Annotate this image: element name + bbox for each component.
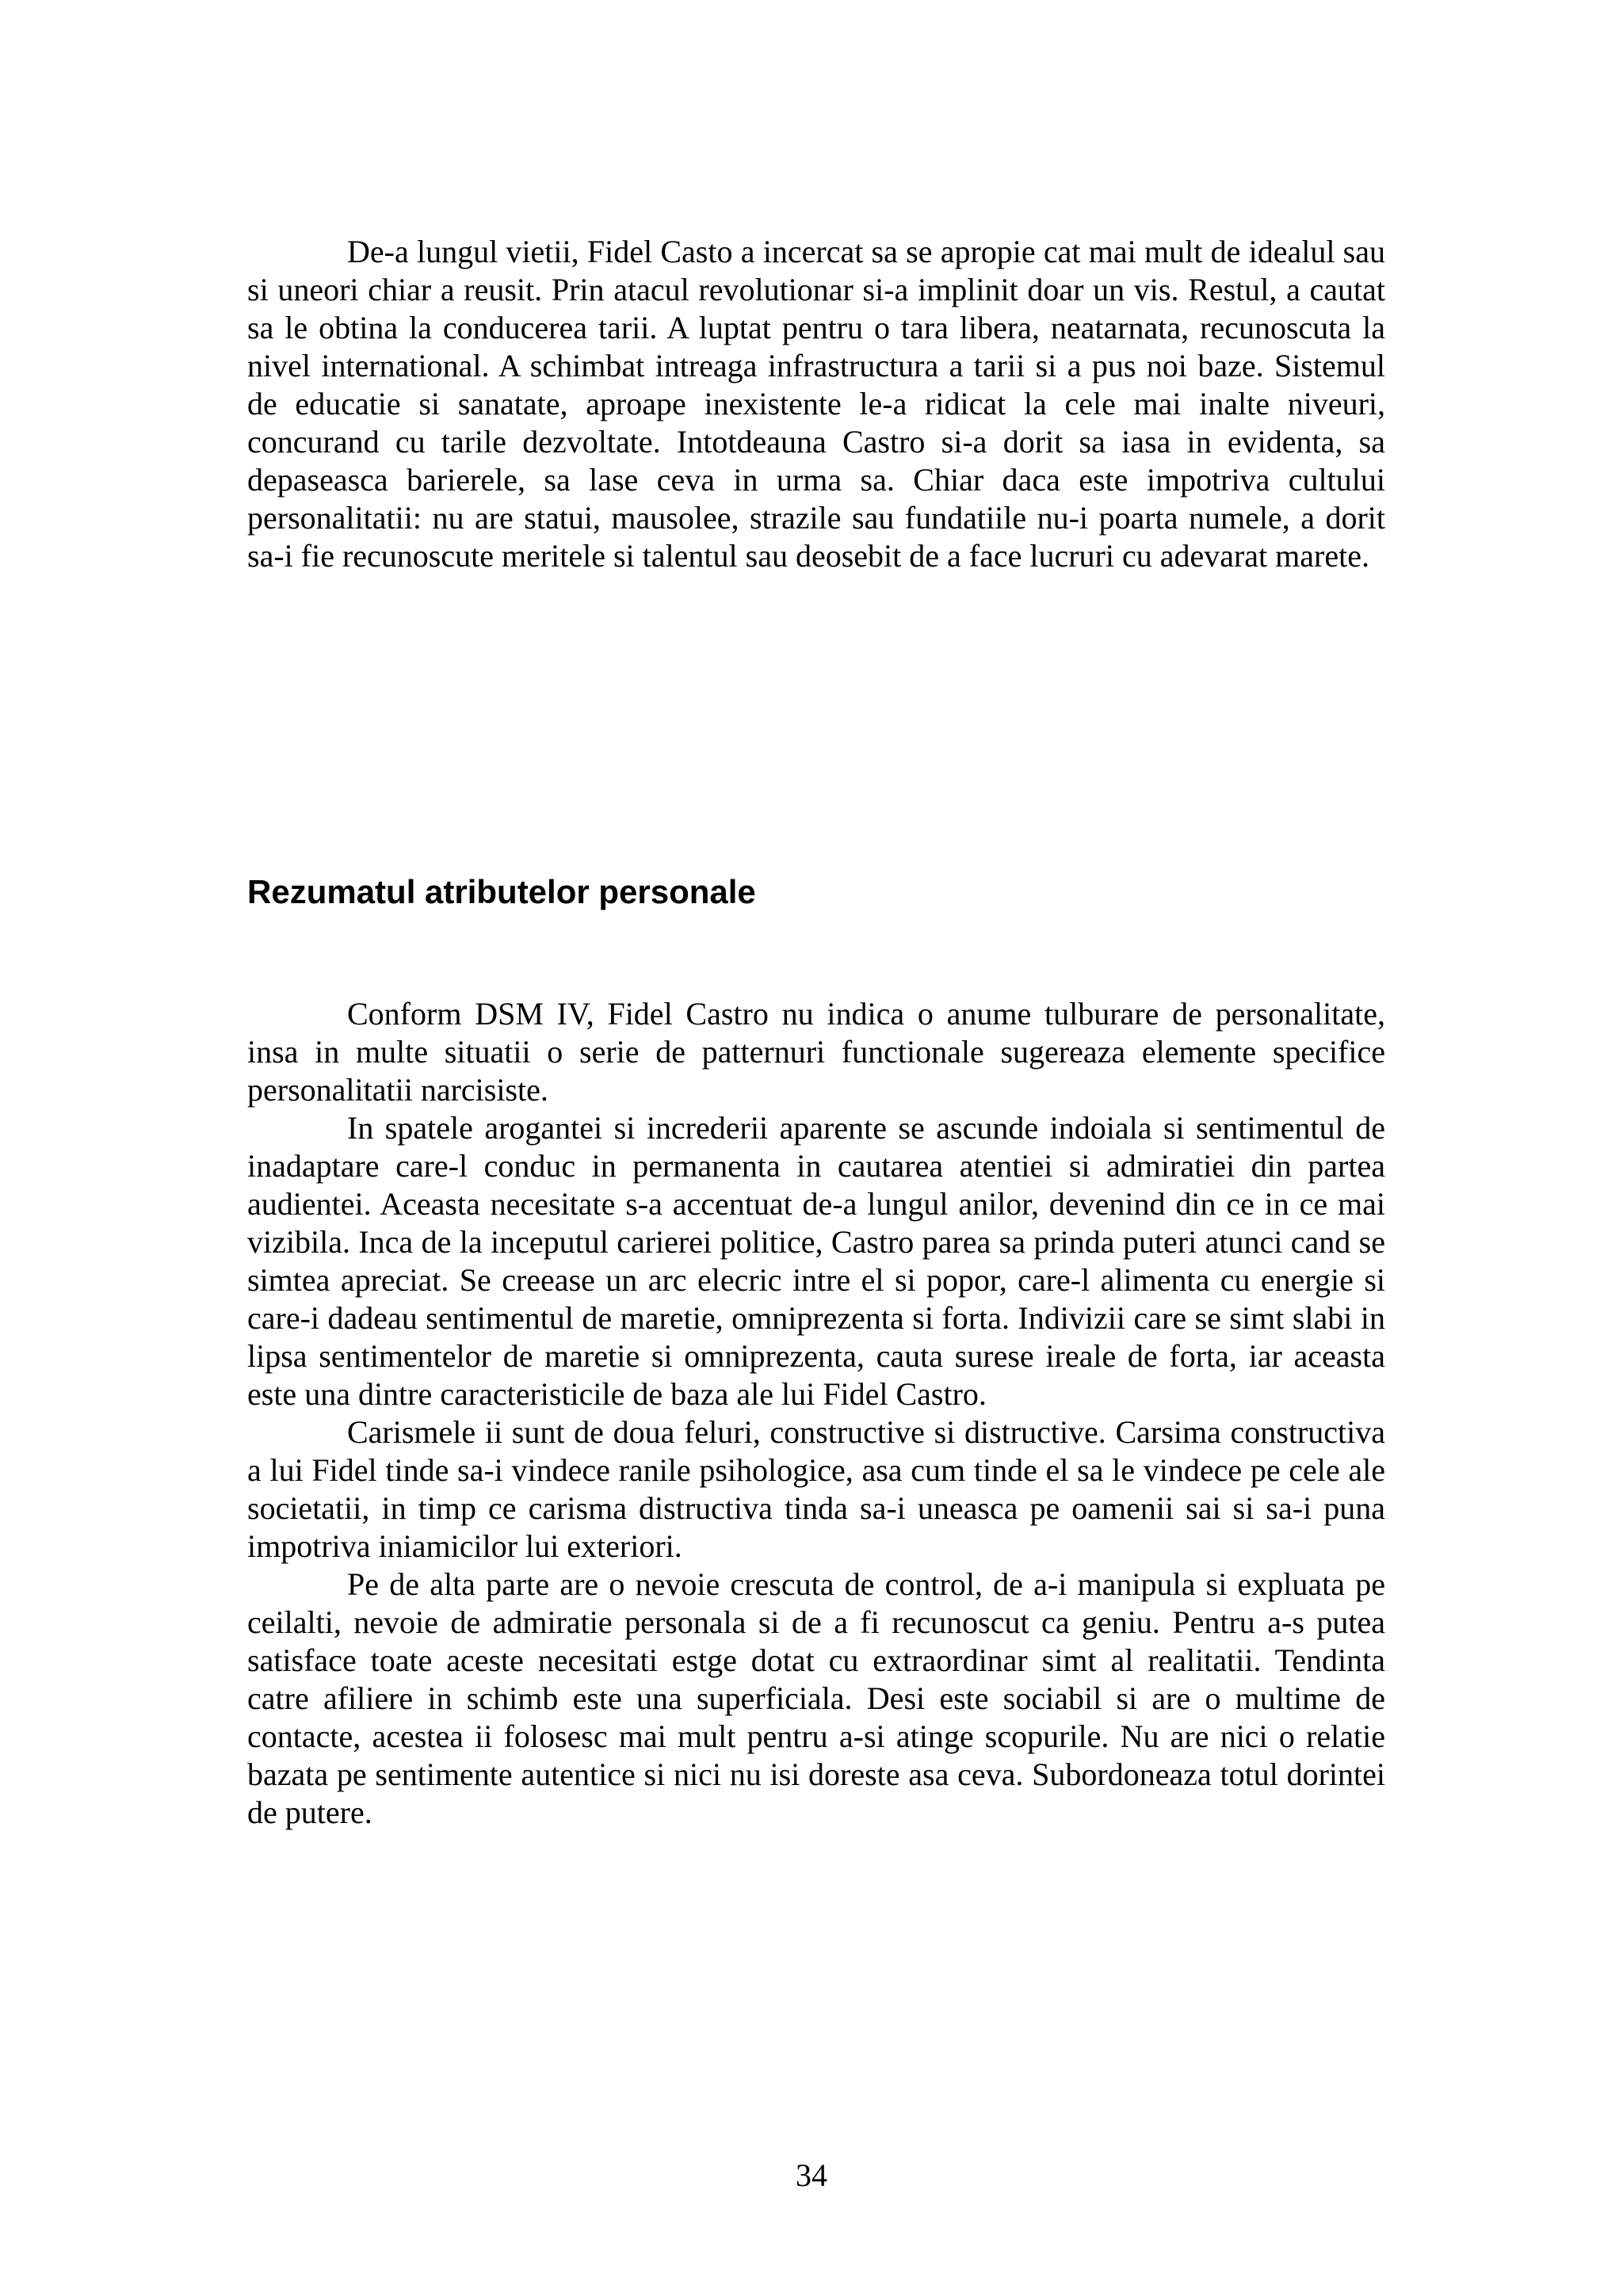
body-paragraph: In spatele arogantei si increderii aparente se ascunde indoiala si sentimentul de inadaptare care-l conduc in permanenta in cautarea atentiei si admiratiei din partea audientei. Aceasta necesitate s-a accentuat de-a lungul anilor, devenind din ce in ce mai vizibila. Inca de la inceputul carierei politice, Castro parea sa prinda puteri atunci cand se simtea apreciat. Se creease un arc elecric intre el si popor, care-l alimenta cu energie si care-i dadeau sentimentul de maretie, omniprezenta si forta. Indivizii care se simt slabi in lipsa sentimentelor de maretie si omniprezenta, cauta surese ireale de forta, iar aceasta este una dintre caracteristicile de baza ale lui Fidel Castro. (247, 1110, 1385, 1412)
page-number: 34 (796, 2157, 827, 2193)
body-paragraph: Carismele ii sunt de doua feluri, constructive si distructive. Carsima constructiva a lui Fidel tinde sa-i vindece ranile psihologice, asa cum tinde el sa le vindece pe cele ale societatii, in timp ce carisma distructiva tinda sa-i uneasca pe oamenii sai si sa-i puna impotriva iniamicilor lui exteriori. (247, 1414, 1385, 1564)
body-paragraph: Conform DSM IV, Fidel Castro nu indica o anume tulburare de personalitate, insa in multe situatii o serie de patternuri functionale sugereaza elemente specifice personalitatii narcisiste. (247, 996, 1385, 1108)
intro-paragraph: De-a lungul vietii, Fidel Casto a incercat sa se apropie cat mai mult de idealul sau si uneori chiar a reusit. Prin atacul revolutionar si-a implinit doar un vis. Restul, a cautat sa le obtina la conducerea tarii. A luptat pentru o tara libera, neatarnata, recunoscuta la nivel international. A schimbat intreaga infrastructura a tarii si a pus noi baze. Sistemul de educatie si sanatate, aproape inexistente le-a ridicat la cele mai inalte niveuri, concurand cu tarile dezvoltate. Intotdeauna Castro si-a dorit sa iasa in evidenta, sa depaseasca barierele, sa lase ceva in urma sa. Chiar daca este impotriva cultului personalitatii: nu are statui, mausolee, strazile sau fundatiile nu-i poarta numele, a dorit sa-i fie recunoscute meritele si talentul sau deosebit de a face lucruri cu adevarat marete. (247, 234, 1385, 574)
body-paragraph: Pe de alta parte are o nevoie crescuta de control, de a-i manipula si expluata pe ceilalti, nevoie de admiratie personala si de a fi recunoscut ca geniu. Pentru a-s putea satisface toate aceste necesitati estge dotat cu extraordinar simt al realitatii. Tendinta catre afiliere in schimb este una superficiala. Desi este sociabil si are o multime de contacte, acestea ii folosesc mai mult pentru a-si atinge scopurile. Nu are nici o relatie bazata pe sentimente autentice si nici nu isi doreste asa ceva. Subordoneaza totul dorintei de putere. (247, 1566, 1385, 1830)
intro-text (247, 233, 1385, 575)
section-text (247, 995, 1385, 1832)
section-heading: Rezumatul atributelor personale (247, 873, 756, 910)
